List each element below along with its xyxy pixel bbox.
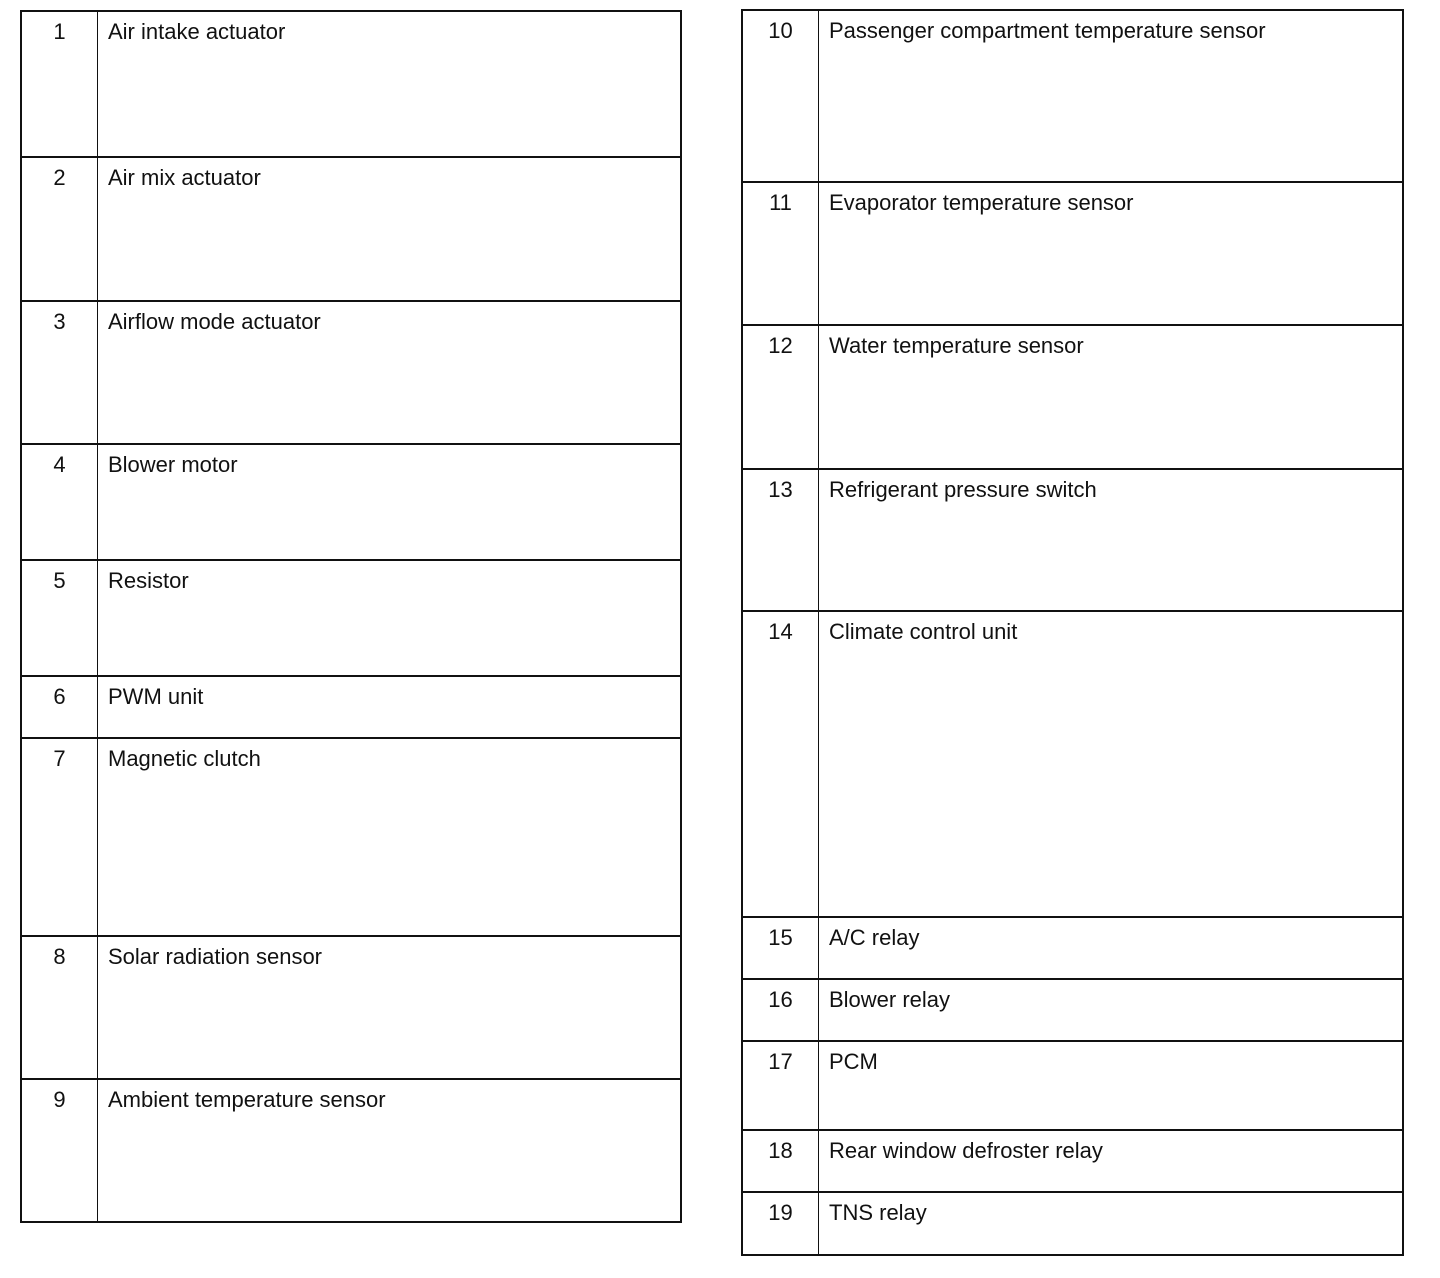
row-number: 4 [22,445,98,559]
legend-row-4 [22,445,680,561]
row-label: Climate control unit [829,619,1018,644]
row-label: Evaporator temperature sensor [829,190,1134,215]
row-label: Blower relay [829,987,951,1012]
row-label: A/C relay [829,925,920,950]
legend-row-9 [22,1080,680,1221]
row-number: 10 [743,11,819,181]
legend-row-11 [743,183,1402,326]
row-number: 3 [22,302,98,443]
legend-row-5 [22,561,680,677]
row-label: Refrigerant pressure switch [829,477,1097,502]
legend-row-3 [22,302,680,445]
row-number: 14 [743,612,819,916]
legend-row-6 [22,677,680,739]
legend-row-15 [743,918,1402,980]
row-number: 7 [22,739,98,935]
row-number: 16 [743,980,819,1040]
row-label: PWM unit [108,684,204,709]
left-legend-table [20,10,682,1223]
legend-row-13 [743,470,1402,612]
legend-row-10 [743,11,1402,183]
row-number: 9 [22,1080,98,1221]
row-label: Magnetic clutch [108,746,261,771]
legend-row-1 [22,12,680,158]
row-number: 6 [22,677,98,737]
row-label: Water temperature sensor [829,333,1084,358]
legend-row-7 [22,739,680,937]
row-number: 11 [743,183,819,324]
legend-row-8 [22,937,680,1080]
right-legend-table [741,9,1404,1256]
row-label: Airflow mode actuator [108,309,321,334]
row-number: 13 [743,470,819,610]
row-label: Passenger compartment temperature sensor [829,18,1266,43]
row-label: Rear window defroster relay [829,1138,1103,1163]
row-number: 2 [22,158,98,300]
row-number: 19 [743,1193,819,1254]
row-label: Resistor [108,568,189,593]
row-number: 15 [743,918,819,978]
row-number: 1 [22,12,98,156]
row-number: 8 [22,937,98,1078]
row-number: 5 [22,561,98,675]
legend-row-19 [743,1193,1402,1254]
legend-row-14 [743,612,1402,918]
row-label: Air mix actuator [108,165,261,190]
row-label: Ambient temperature sensor [108,1087,386,1112]
row-label: Solar radiation sensor [108,944,323,969]
row-number: 17 [743,1042,819,1129]
legend-row-12 [743,326,1402,470]
legend-row-16 [743,980,1402,1042]
row-label: PCM [829,1049,878,1074]
row-number: 18 [743,1131,819,1191]
legend-row-17 [743,1042,1402,1131]
row-label: Air intake actuator [108,19,286,44]
row-number: 12 [743,326,819,468]
row-label: TNS relay [829,1200,927,1225]
legend-row-18 [743,1131,1402,1193]
legend-row-2 [22,158,680,302]
row-label: Blower motor [108,452,238,477]
